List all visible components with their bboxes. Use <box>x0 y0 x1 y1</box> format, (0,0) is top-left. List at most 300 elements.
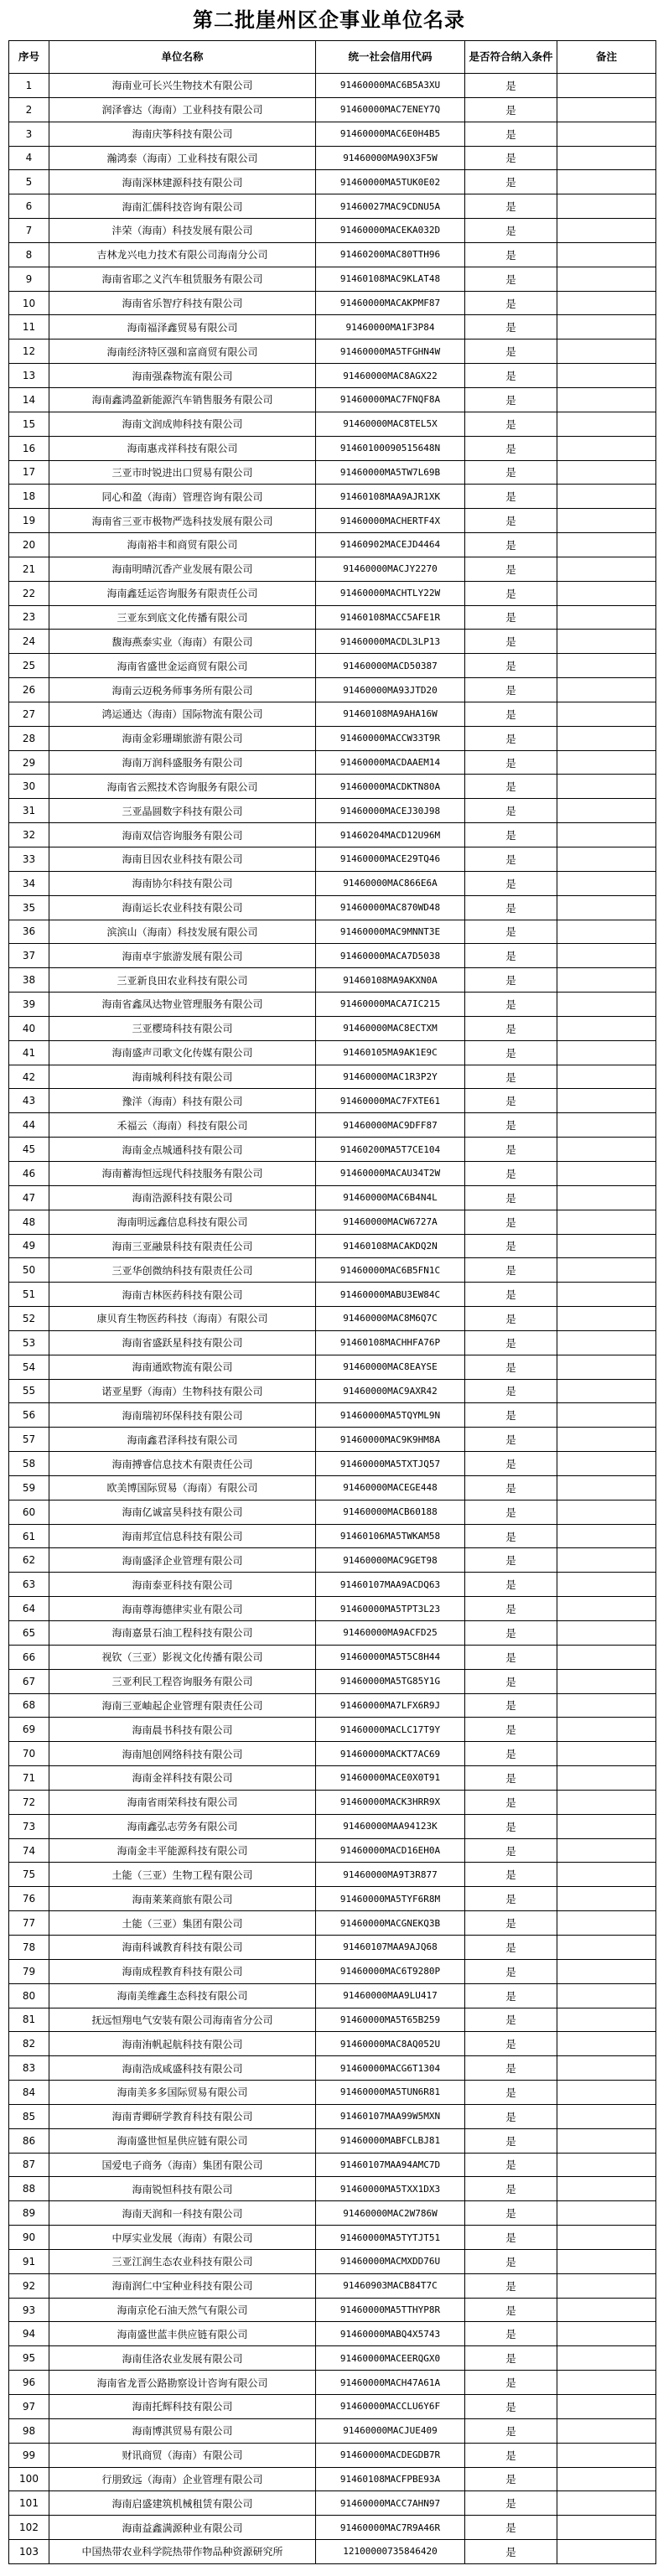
row-note <box>557 1161 656 1185</box>
row-company-name: 海南邦宜信息科技有限公司 <box>49 1524 316 1548</box>
row-credit-code: 91460108MA9AHA16W <box>316 702 465 726</box>
row-eligible: 是 <box>465 1887 557 1911</box>
table-row <box>9 2249 656 2273</box>
row-credit-code: 91460902MACEJD4464 <box>316 533 465 557</box>
row-company-name: 海南经济特区强和富商贸有限公司 <box>49 339 316 364</box>
row-note <box>557 1645 656 1669</box>
row-seq: 28 <box>9 726 49 750</box>
row-note <box>557 1573 656 1597</box>
row-note <box>557 871 656 895</box>
row-company-name: 诺亚星野（海南）生物科技有限公司 <box>49 1379 316 1403</box>
row-company-name: 土能（三亚）集团有限公司 <box>49 1911 316 1936</box>
table-row <box>9 2104 656 2128</box>
table-row <box>9 1645 656 1669</box>
company-directory-table <box>8 40 656 2564</box>
table-row <box>9 1185 656 1210</box>
table-row <box>9 1838 656 1863</box>
row-eligible: 是 <box>465 1234 557 1258</box>
row-seq: 32 <box>9 823 49 847</box>
row-credit-code: 91460000MACCLU6Y6F <box>316 2395 465 2419</box>
row-note <box>557 2273 656 2298</box>
row-credit-code: 91460000MAC8AQ052U <box>316 2032 465 2056</box>
row-company-name: 海南托辉科技有限公司 <box>49 2395 316 2419</box>
row-credit-code: 91460000MACHERTF4X <box>316 509 465 533</box>
table-row <box>9 460 656 485</box>
row-credit-code: 91460108MACC5AFE1R <box>316 605 465 630</box>
row-credit-code: 91460108MACFPBE93A <box>316 2467 465 2491</box>
row-eligible: 是 <box>465 1283 557 1307</box>
row-company-name: 海南佳洛农业发展有限公司 <box>49 2346 316 2371</box>
row-seq: 26 <box>9 678 49 702</box>
table-row <box>9 1258 656 1283</box>
row-eligible: 是 <box>465 2153 557 2177</box>
row-note <box>557 97 656 122</box>
row-credit-code: 91460000MACH47A61A <box>316 2371 465 2395</box>
row-seq: 89 <box>9 2201 49 2226</box>
row-eligible: 是 <box>465 678 557 702</box>
row-seq: 70 <box>9 1742 49 1766</box>
row-credit-code: 91460105MA9AK1E9C <box>316 1040 465 1065</box>
row-credit-code: 91460000MA5TG85Y1G <box>316 1669 465 1693</box>
row-seq: 83 <box>9 2056 49 2081</box>
table-row <box>9 775 656 799</box>
row-credit-code: 91460108MACHHFA76P <box>316 1330 465 1355</box>
row-company-name: 海南搏睿信息技术有限责任公司 <box>49 1452 316 1476</box>
row-credit-code: 91460107MAA9AJQ68 <box>316 1935 465 1959</box>
row-seq: 27 <box>9 702 49 726</box>
row-eligible: 是 <box>465 1161 557 1185</box>
row-credit-code: 91460000MAC8EAYSE <box>316 1355 465 1379</box>
row-credit-code: 91460000MA5TW7L69B <box>316 460 465 485</box>
table-row <box>9 1790 656 1814</box>
table-row <box>9 1428 656 1452</box>
row-credit-code: 91460000MA5TXTJQ57 <box>316 1452 465 1476</box>
row-company-name: 海南明晴沉香产业发展有限公司 <box>49 557 316 581</box>
row-credit-code: 91460000MA5T5C8H44 <box>316 1645 465 1669</box>
row-credit-code: 91460000MA5TUK0E02 <box>316 170 465 194</box>
row-seq: 45 <box>9 1138 49 1162</box>
row-eligible: 是 <box>465 146 557 170</box>
row-eligible: 是 <box>465 1138 557 1162</box>
table-row <box>9 1597 656 1621</box>
table-row <box>9 2418 656 2443</box>
row-eligible: 是 <box>465 1669 557 1693</box>
row-company-name: 海南泰亚科技有限公司 <box>49 1573 316 1597</box>
row-seq: 78 <box>9 1935 49 1959</box>
row-eligible: 是 <box>465 122 557 146</box>
table-row <box>9 678 656 702</box>
row-seq: 36 <box>9 920 49 944</box>
row-seq: 15 <box>9 412 49 436</box>
row-seq: 58 <box>9 1452 49 1476</box>
row-note <box>557 1330 656 1355</box>
row-note <box>557 2540 656 2564</box>
table-row <box>9 1959 656 1983</box>
row-company-name: 海南浩源科技有限公司 <box>49 1185 316 1210</box>
row-seq: 23 <box>9 605 49 630</box>
row-eligible: 是 <box>465 2467 557 2491</box>
row-eligible: 是 <box>465 1524 557 1548</box>
row-eligible: 是 <box>465 557 557 581</box>
row-eligible: 是 <box>465 1307 557 1331</box>
table-row <box>9 315 656 339</box>
row-eligible: 是 <box>465 702 557 726</box>
table-row <box>9 364 656 388</box>
row-credit-code: 91460000MAC6T9280P <box>316 1959 465 1983</box>
row-seq: 69 <box>9 1718 49 1742</box>
row-note <box>557 799 656 823</box>
row-eligible: 是 <box>465 1766 557 1791</box>
row-note <box>557 2128 656 2153</box>
row-eligible: 是 <box>465 993 557 1017</box>
row-credit-code: 91460000MACDKTN80A <box>316 775 465 799</box>
table-row <box>9 2540 656 2564</box>
row-eligible: 是 <box>465 2032 557 2056</box>
row-eligible: 是 <box>465 97 557 122</box>
row-eligible: 是 <box>465 1210 557 1234</box>
row-credit-code: 91460000MACDEGDB7R <box>316 2443 465 2467</box>
row-eligible: 是 <box>465 581 557 605</box>
row-note <box>557 1475 656 1500</box>
row-note <box>557 1693 656 1718</box>
row-note <box>557 1935 656 1959</box>
table-row <box>9 146 656 170</box>
row-company-name: 中厚实业发展（海南）有限公司 <box>49 2226 316 2250</box>
row-credit-code: 91460000MAC6E0H4B5 <box>316 122 465 146</box>
row-company-name: 海南鑫君泽科技有限公司 <box>49 1428 316 1452</box>
table-row <box>9 219 656 243</box>
row-note <box>557 1621 656 1646</box>
table-row <box>9 1814 656 1838</box>
row-credit-code: 91460000MAC8AGX22 <box>316 364 465 388</box>
row-seq: 51 <box>9 1283 49 1307</box>
row-credit-code: 91460107MAA99W5MXN <box>316 2104 465 2128</box>
row-note <box>557 1258 656 1283</box>
row-seq: 54 <box>9 1355 49 1379</box>
row-credit-code: 91460000MAC1R3P2Y <box>316 1065 465 1089</box>
row-seq: 52 <box>9 1307 49 1331</box>
row-note <box>557 170 656 194</box>
row-seq: 80 <box>9 1983 49 2008</box>
row-company-name: 土能（三亚）生物工程有限公司 <box>49 1863 316 1887</box>
row-note <box>557 823 656 847</box>
row-seq: 79 <box>9 1959 49 1983</box>
row-credit-code: 91460000MAC6B5FN1C <box>316 1258 465 1283</box>
row-company-name: 行朋致远（海南）企业管理有限公司 <box>49 2467 316 2491</box>
table-row <box>9 630 656 654</box>
row-note <box>557 1428 656 1452</box>
table-row <box>9 1330 656 1355</box>
row-note <box>557 2104 656 2128</box>
row-eligible: 是 <box>465 630 557 654</box>
table-row <box>9 2298 656 2322</box>
row-note <box>557 1138 656 1162</box>
row-company-name: 海南卓宇旅游发展有限公司 <box>49 944 316 968</box>
row-seq: 34 <box>9 871 49 895</box>
row-company-name: 同心和盈（海南）管理咨询有限公司 <box>49 485 316 509</box>
row-note <box>557 412 656 436</box>
row-company-name: 海南汇儒科技咨询有限公司 <box>49 194 316 219</box>
row-seq: 19 <box>9 509 49 533</box>
row-company-name: 海南蓄海恒远现代科技服务有限公司 <box>49 1161 316 1185</box>
row-seq: 87 <box>9 2153 49 2177</box>
table-row <box>9 2056 656 2081</box>
row-seq: 96 <box>9 2371 49 2395</box>
table-row <box>9 509 656 533</box>
row-seq: 75 <box>9 1863 49 1887</box>
row-eligible: 是 <box>465 2322 557 2346</box>
row-note <box>557 339 656 364</box>
row-eligible: 是 <box>465 2371 557 2395</box>
table-row <box>9 291 656 315</box>
row-credit-code: 91460108MAC9KLAT48 <box>316 267 465 291</box>
row-note <box>557 944 656 968</box>
table-row <box>9 2273 656 2298</box>
row-eligible: 是 <box>465 219 557 243</box>
row-note <box>557 1016 656 1040</box>
row-credit-code: 91460000MACC7AHN97 <box>316 2491 465 2516</box>
row-credit-code: 91460000MAC866E6A <box>316 871 465 895</box>
row-company-name: 视钦（三亚）影视文化传播有限公司 <box>49 1645 316 1669</box>
row-note <box>557 533 656 557</box>
row-note <box>557 1887 656 1911</box>
row-company-name: 海南盛泽企业管理有限公司 <box>49 1548 316 1573</box>
table-row <box>9 2395 656 2419</box>
row-credit-code: 91460106MA5TWKAM58 <box>316 1524 465 1548</box>
row-note <box>557 630 656 654</box>
row-company-name: 海南美多多国际贸易有限公司 <box>49 2081 316 2105</box>
row-eligible: 是 <box>465 2491 557 2516</box>
row-credit-code: 91460000MAC7R9A46R <box>316 2516 465 2540</box>
header-note: 备注 <box>557 41 656 74</box>
table-row <box>9 823 656 847</box>
row-note <box>557 2443 656 2467</box>
row-company-name: 海南通欧物流有限公司 <box>49 1355 316 1379</box>
row-note <box>557 1379 656 1403</box>
row-eligible: 是 <box>465 605 557 630</box>
row-eligible: 是 <box>465 1790 557 1814</box>
table-row <box>9 2443 656 2467</box>
row-note <box>557 1597 656 1621</box>
row-company-name: 馥海燕泰实业（海南）有限公司 <box>49 630 316 654</box>
row-company-name: 三亚市时锐进出口贸易有限公司 <box>49 460 316 485</box>
table-row <box>9 2516 656 2540</box>
table-row <box>9 847 656 872</box>
row-note <box>557 654 656 678</box>
table-row <box>9 1355 656 1379</box>
row-credit-code: 91460000MAC6B4N4L <box>316 1185 465 1210</box>
row-eligible: 是 <box>465 2516 557 2540</box>
row-company-name: 海南成程教育科技有限公司 <box>49 1959 316 1983</box>
row-company-name: 海南益鑫满源种业有限公司 <box>49 2516 316 2540</box>
table-body <box>9 74 656 2564</box>
row-seq: 1 <box>9 74 49 98</box>
row-credit-code: 91460000MA90X3F5W <box>316 146 465 170</box>
row-credit-code: 91460000MACEERQGX0 <box>316 2346 465 2371</box>
row-eligible: 是 <box>465 2201 557 2226</box>
table-row <box>9 1475 656 1500</box>
row-note <box>557 1089 656 1113</box>
row-company-name: 海南锐恒科技有限公司 <box>49 2177 316 2201</box>
row-note <box>557 1283 656 1307</box>
row-note <box>557 242 656 267</box>
header-code: 统一社会信用代码 <box>316 41 465 74</box>
row-credit-code: 91460107MAA94AMC7D <box>316 2153 465 2177</box>
row-company-name: 海南文润成帅科技有限公司 <box>49 412 316 436</box>
row-company-name: 抚远恒翔电气安装有限公司海南省分公司 <box>49 2008 316 2032</box>
row-credit-code: 91460000MAA94123K <box>316 1814 465 1838</box>
row-note <box>557 847 656 872</box>
row-seq: 44 <box>9 1113 49 1138</box>
table-row <box>9 726 656 750</box>
row-company-name: 三亚利民工程咨询服务有限公司 <box>49 1669 316 1693</box>
row-company-name: 海南省雨荣科技有限公司 <box>49 1790 316 1814</box>
row-company-name: 海南天润和一科技有限公司 <box>49 2201 316 2226</box>
row-eligible: 是 <box>465 1693 557 1718</box>
row-seq: 9 <box>9 267 49 291</box>
table-row <box>9 1887 656 1911</box>
row-company-name: 海南莱莱商旅有限公司 <box>49 1887 316 1911</box>
table-row <box>9 242 656 267</box>
row-credit-code: 91460000MABFCLBJ81 <box>316 2128 465 2153</box>
table-row <box>9 1234 656 1258</box>
table-row <box>9 1766 656 1791</box>
row-note <box>557 194 656 219</box>
row-note <box>557 1040 656 1065</box>
table-row <box>9 1089 656 1113</box>
row-seq: 66 <box>9 1645 49 1669</box>
row-eligible: 是 <box>465 1113 557 1138</box>
row-seq: 39 <box>9 993 49 1017</box>
row-note <box>557 2516 656 2540</box>
row-eligible: 是 <box>465 412 557 436</box>
row-company-name: 海南博淇贸易有限公司 <box>49 2418 316 2443</box>
table-row <box>9 1065 656 1089</box>
row-company-name: 海南京伦石油天然气有限公司 <box>49 2298 316 2322</box>
row-credit-code: 91460000MAC2W786W <box>316 2201 465 2226</box>
header-eligible: 是否符合纳入条件 <box>465 41 557 74</box>
row-seq: 98 <box>9 2418 49 2443</box>
row-eligible: 是 <box>465 509 557 533</box>
table-row <box>9 2491 656 2516</box>
row-company-name: 海南城利科技有限公司 <box>49 1065 316 1089</box>
row-seq: 67 <box>9 1669 49 1693</box>
row-company-name: 中国热带农业科学院热带作物品种资源研究所 <box>49 2540 316 2564</box>
row-company-name: 海南双信咨询服务有限公司 <box>49 823 316 847</box>
row-seq: 31 <box>9 799 49 823</box>
row-eligible: 是 <box>465 750 557 775</box>
row-credit-code: 91460000MAC8ECTXM <box>316 1016 465 1040</box>
row-note <box>557 146 656 170</box>
row-company-name: 海南云迈税务师事务所有限公司 <box>49 678 316 702</box>
row-company-name: 海南旭创网络科技有限公司 <box>49 1742 316 1766</box>
table-row <box>9 993 656 1017</box>
table-row <box>9 895 656 920</box>
row-seq: 86 <box>9 2128 49 2153</box>
row-note <box>557 1355 656 1379</box>
row-note <box>557 267 656 291</box>
row-note <box>557 485 656 509</box>
row-seq: 41 <box>9 1040 49 1065</box>
row-eligible: 是 <box>465 726 557 750</box>
row-eligible: 是 <box>465 2226 557 2250</box>
row-note <box>557 1307 656 1331</box>
row-eligible: 是 <box>465 364 557 388</box>
row-note <box>557 1911 656 1936</box>
row-note <box>557 1548 656 1573</box>
row-eligible: 是 <box>465 1330 557 1355</box>
row-note <box>557 460 656 485</box>
row-seq: 94 <box>9 2322 49 2346</box>
row-note <box>557 1669 656 1693</box>
row-eligible: 是 <box>465 1403 557 1428</box>
table-row <box>9 1307 656 1331</box>
row-seq: 97 <box>9 2395 49 2419</box>
table-row <box>9 581 656 605</box>
table-row <box>9 485 656 509</box>
row-eligible: 是 <box>465 242 557 267</box>
row-credit-code: 91460000MACMXDD76U <box>316 2249 465 2273</box>
row-eligible: 是 <box>465 2395 557 2419</box>
row-eligible: 是 <box>465 267 557 291</box>
row-company-name: 康贝育生物医药科技（海南）有限公司 <box>49 1307 316 1331</box>
row-seq: 25 <box>9 654 49 678</box>
row-credit-code: 91460000MA1F3P84 <box>316 315 465 339</box>
row-seq: 91 <box>9 2249 49 2273</box>
row-note <box>557 1210 656 1234</box>
table-row <box>9 1863 656 1887</box>
row-eligible: 是 <box>465 1863 557 1887</box>
row-eligible: 是 <box>465 2346 557 2371</box>
table-row <box>9 968 656 993</box>
row-note <box>557 1718 656 1742</box>
row-eligible: 是 <box>465 1475 557 1500</box>
row-credit-code: 91460000MACCW33T9R <box>316 726 465 750</box>
table-row <box>9 1718 656 1742</box>
row-credit-code: 91460000MAC870WD48 <box>316 895 465 920</box>
row-seq: 24 <box>9 630 49 654</box>
table-row <box>9 2467 656 2491</box>
row-seq: 12 <box>9 339 49 364</box>
row-seq: 68 <box>9 1693 49 1718</box>
row-seq: 11 <box>9 315 49 339</box>
row-eligible: 是 <box>465 944 557 968</box>
row-eligible: 是 <box>465 2056 557 2081</box>
row-credit-code: 91460000MACEGE448 <box>316 1475 465 1500</box>
row-credit-code: 12100000735846420 <box>316 2540 465 2564</box>
row-eligible: 是 <box>465 2008 557 2032</box>
row-eligible: 是 <box>465 1621 557 1646</box>
row-eligible: 是 <box>465 460 557 485</box>
row-seq: 77 <box>9 1911 49 1936</box>
table-row <box>9 387 656 412</box>
row-eligible: 是 <box>465 1355 557 1379</box>
row-seq: 92 <box>9 2273 49 2298</box>
row-company-name: 海南万润科盛服务有限公司 <box>49 750 316 775</box>
row-company-name: 海南省鑫凤达物业管理服务有限公司 <box>49 993 316 1017</box>
row-eligible: 是 <box>465 170 557 194</box>
row-credit-code: 91460000MACJY2270 <box>316 557 465 581</box>
row-eligible: 是 <box>465 1452 557 1476</box>
row-company-name: 海南浩成咸盛科技有限公司 <box>49 2056 316 2081</box>
row-seq: 74 <box>9 1838 49 1863</box>
row-company-name: 海南金彩珊瑚旅游有限公司 <box>49 726 316 750</box>
row-company-name: 国爱电子商务（海南）集团有限公司 <box>49 2153 316 2177</box>
row-credit-code: 91460027MAC9CDNU5A <box>316 194 465 219</box>
row-note <box>557 968 656 993</box>
row-credit-code: 91460000MAC7ENEY7Q <box>316 97 465 122</box>
table-row <box>9 412 656 436</box>
